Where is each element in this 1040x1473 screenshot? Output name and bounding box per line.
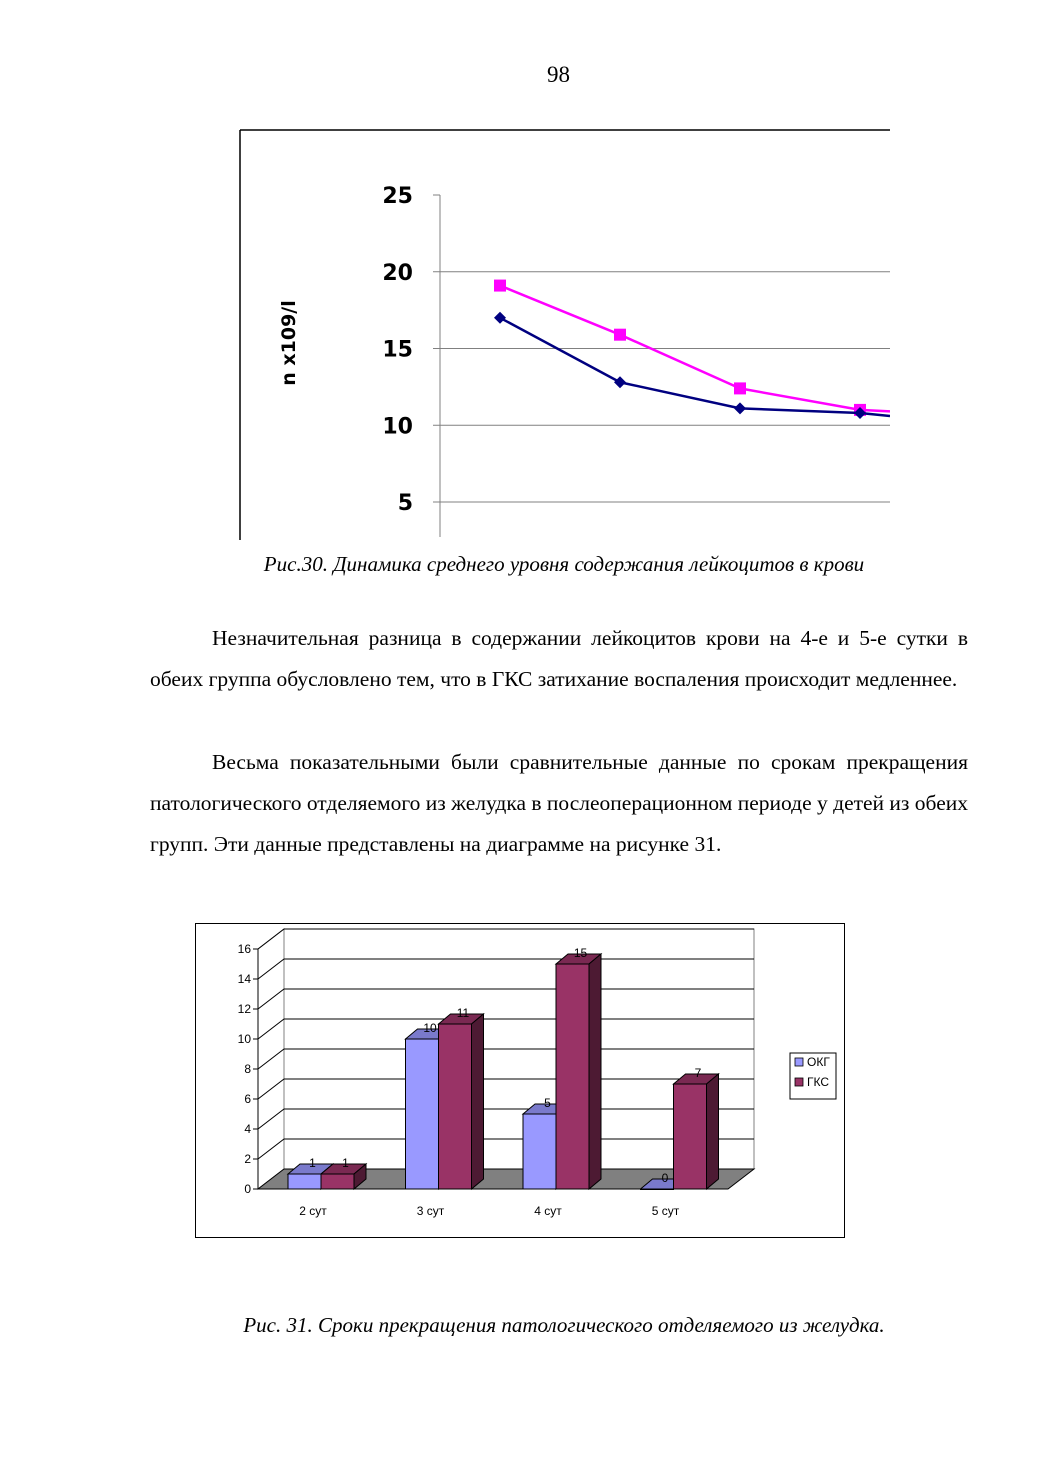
chart2-y-tick-label: 12 xyxy=(237,1002,251,1016)
chart2-data-label: 0 xyxy=(661,1171,669,1185)
chart1-y-tick-label: 15 xyxy=(382,337,413,363)
leukocyte-line-chart xyxy=(230,125,890,540)
chart2-y-tick-label: 10 xyxy=(237,1032,251,1046)
chart1-gridlines xyxy=(433,195,890,502)
chart2-legend-label: ОКГ xyxy=(807,1055,830,1069)
paragraph-1: Незначительная разница в содержании лейкоцитов крови на 4-е и 5-е сутки в обеих группа обусловлено тем, что в ГКС затихание воспаления происходит медленнее. xyxy=(150,626,968,691)
chart2-legend-swatch xyxy=(795,1078,803,1086)
chart2-category-label: 5 сут xyxy=(651,1204,680,1218)
chart2-data-label: 1 xyxy=(342,1156,349,1170)
chart1-point xyxy=(494,280,506,292)
chart1-y-axis-label: n x109/l xyxy=(278,300,300,386)
chart1-y-tick-labels xyxy=(382,184,413,516)
figure-31-caption: Рис. 31. Сроки прекращения патологического отделяемого из желудка. xyxy=(243,1313,885,1337)
chart1-y-tick-label: 20 xyxy=(382,260,413,286)
chart2-data-label: 10 xyxy=(423,1021,437,1035)
chart2-y-tick-label: 2 xyxy=(244,1152,251,1166)
chart2-bar-side xyxy=(707,1074,719,1189)
chart2-legend-label: ГКС xyxy=(807,1075,830,1089)
chart2-y-tick-label: 8 xyxy=(244,1062,251,1076)
chart2-data-label: 1 xyxy=(309,1156,316,1170)
chart2-bar-front xyxy=(288,1174,321,1189)
chart2-legend xyxy=(790,1053,836,1099)
chart2-category-label: 4 сут xyxy=(534,1204,562,1218)
chart2-body xyxy=(238,929,754,1218)
chart2-category-label: 3 сут xyxy=(416,1204,445,1218)
chart2-y-tick-label: 14 xyxy=(237,972,251,986)
chart2-legend-swatch xyxy=(795,1058,803,1066)
chart2-data-label: 11 xyxy=(456,1006,470,1020)
chart1-y-tick-label: 25 xyxy=(382,184,413,209)
chart2-bar-front xyxy=(321,1174,354,1189)
chart2-y-tick-label: 4 xyxy=(244,1122,251,1136)
page-number: 98 xyxy=(547,62,570,87)
chart2-bar-front xyxy=(556,964,589,1189)
discharge-bar-chart xyxy=(195,923,845,1238)
chart2-bar-side xyxy=(472,1014,484,1189)
chart2-bar-front xyxy=(523,1114,556,1189)
chart2-data-label: 7 xyxy=(694,1066,702,1080)
chart1-point xyxy=(734,402,746,414)
chart2-y-tick-label: 6 xyxy=(244,1092,251,1106)
chart1-y-tick-label: 10 xyxy=(382,414,413,440)
chart2-bar-front xyxy=(439,1024,472,1189)
chart2-data-label: 5 xyxy=(544,1096,551,1110)
figure-30-caption: Рис.30. Динамика среднего уровня содержания лейкоцитов в крови xyxy=(263,552,865,576)
chart2-category-label: 2 сут xyxy=(299,1204,327,1218)
chart1-point xyxy=(734,382,746,394)
chart2-data-label: 15 xyxy=(573,946,588,960)
chart2-y-tick-label: 16 xyxy=(237,942,251,956)
chart2-bar-side xyxy=(589,954,601,1189)
chart2-bar-front xyxy=(674,1084,707,1189)
chart1-y-tick-label: 5 xyxy=(397,491,413,516)
chart1-point xyxy=(614,329,626,341)
chart1-point xyxy=(494,312,506,324)
chart1-series xyxy=(494,280,890,419)
chart1-point xyxy=(614,376,626,388)
chart2-bar-front xyxy=(406,1039,439,1189)
paragraph-2: Весьма показательными были сравнительные данные по срокам прекращения патологического отделяемого из желудка в послеоперационном периоде у детей из обеих групп. Эти данные представлены на диаграмме на рисунке 31. xyxy=(150,750,969,856)
chart2-y-tick-label: 0 xyxy=(244,1182,251,1196)
